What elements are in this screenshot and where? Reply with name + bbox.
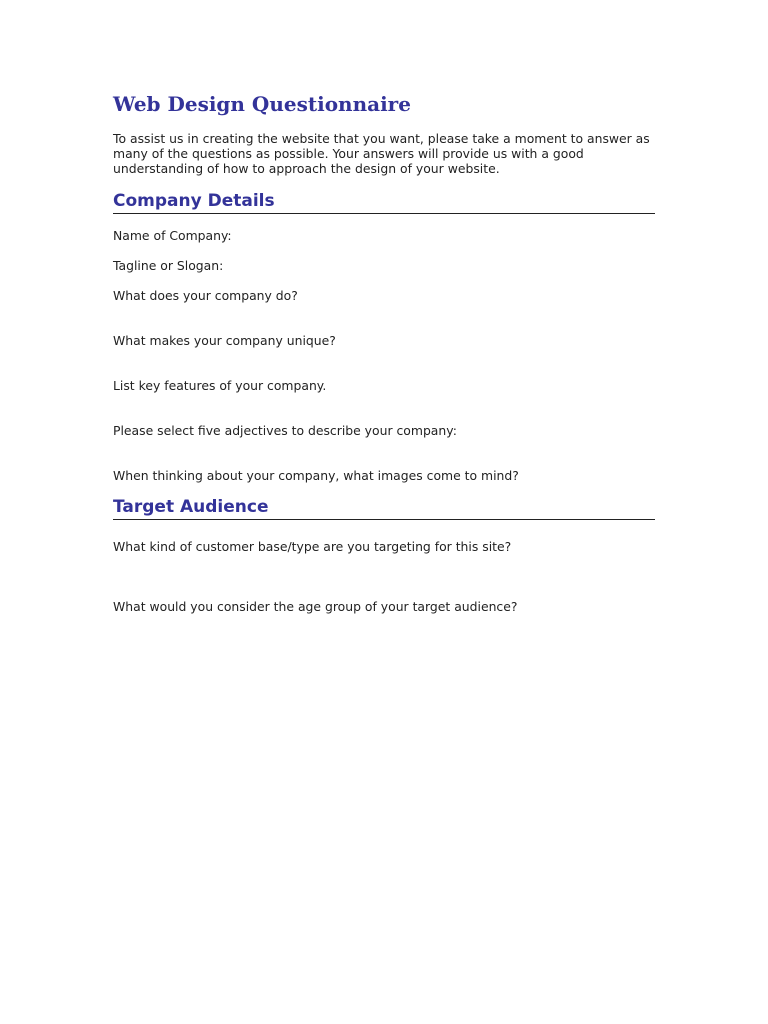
section-heading-company-details: Company Details [113, 190, 655, 214]
question-company-images: When thinking about your company, what images come to mind? [113, 468, 519, 483]
question-key-features: List key features of your company. [113, 378, 327, 393]
question-age-group: What would you consider the age group of your target audience? [113, 599, 518, 614]
question-company-activity: What does your company do? [113, 288, 298, 303]
document-title: Web Design Questionnaire [113, 92, 411, 116]
question-customer-base: What kind of customer base/type are you targeting for this site? [113, 539, 512, 554]
questionnaire-page [113, 90, 655, 614]
intro-paragraph: To assist us in creating the website that you want, please take a moment to answer as many of the questions as possible. Your answers will provide us with a good understanding of how to approach the design of your website. [113, 131, 650, 176]
section-heading-target-audience: Target Audience [113, 496, 655, 520]
question-company-name: Name of Company: [113, 228, 232, 243]
question-tagline: Tagline or Slogan: [113, 258, 224, 273]
question-company-unique: What makes your company unique? [113, 333, 336, 348]
question-adjectives: Please select five adjectives to describe your company: [113, 423, 457, 438]
